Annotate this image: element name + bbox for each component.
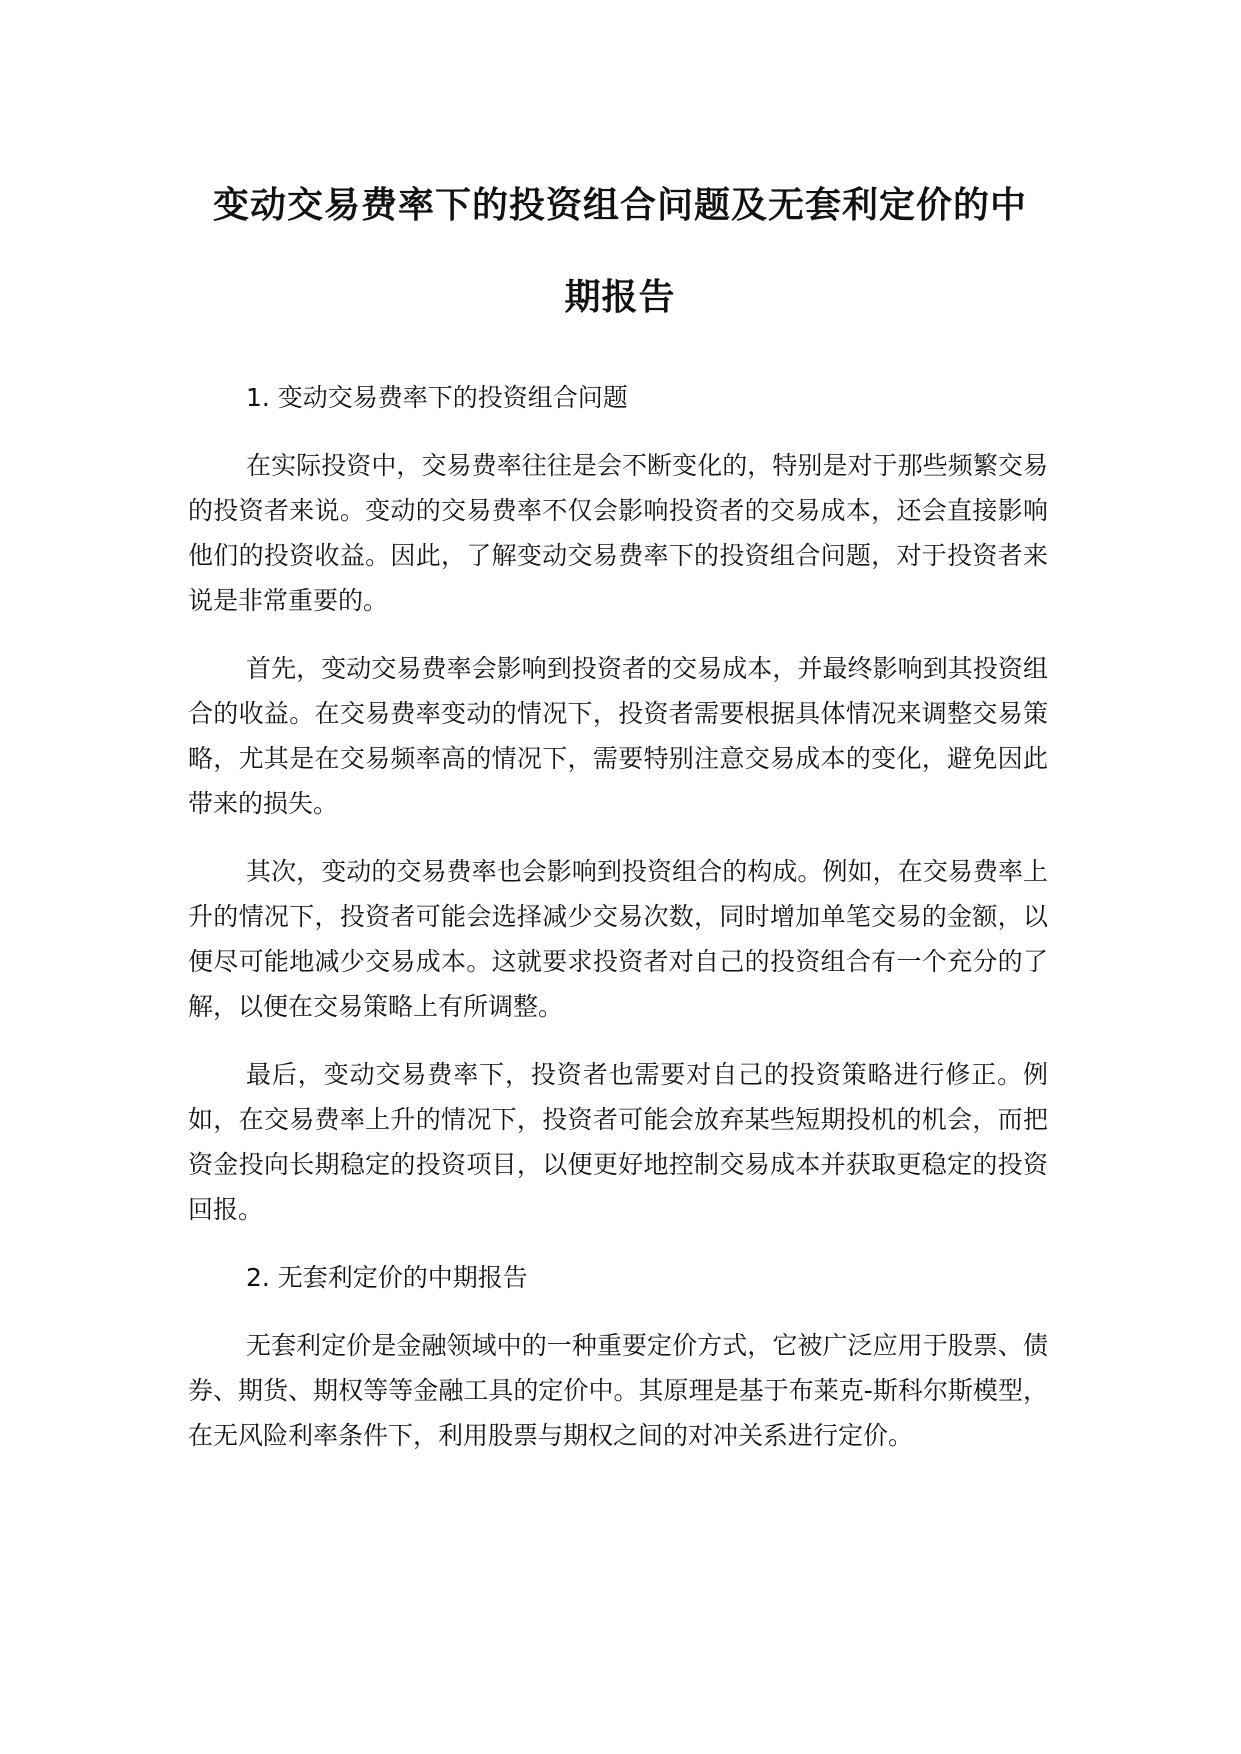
section-1-heading: 1. 变动交易费率下的投资组合问题 (246, 383, 628, 412)
section-2-heading: 2. 无套利定价的中期报告 (246, 1263, 528, 1292)
document-body (188, 375, 1048, 1481)
section-2-paragraph-1: 无套利定价是金融领域中的一种重要定价方式，它被广泛应用于股票、债券、期货、期权等等金融工具的定价中。其原理是基于布莱克-斯科尔斯模型，在无风险利率条件下，利用股票与期权之间的对冲关系进行定价。 (188, 1331, 1048, 1450)
section-1-paragraph-4: 最后，变动交易费率下，投资者也需要对自己的投资策略进行修正。例如，在交易费率上升的情况下，投资者可能会放弃某些短期投机的机会，而把资金投向长期稳定的投资项目，以便更好地控制交易成本并获取更稳定的投资回报。 (188, 1060, 1048, 1224)
section-1-paragraph-2: 首先，变动交易费率会影响到投资者的交易成本，并最终影响到其投资组合的收益。在交易费率变动的情况下，投资者需要根据具体情况来调整交易策略，尤其是在交易频率高的情况下，需要特别注意交易成本的变化，避免因此带来的损失。 (188, 654, 1048, 818)
document-title (150, 160, 1090, 344)
section-1-paragraph-1: 在实际投资中，交易费率往往是会不断变化的，特别是对于那些频繁交易的投资者来说。变动的交易费率不仅会影响投资者的交易成本，还会直接影响他们的投资收益。因此，了解变动交易费率下的投资组合问题，对于投资者来说是非常重要的。 (188, 451, 1048, 615)
section-1-paragraph-3: 其次，变动的交易费率也会影响到投资组合的构成。例如，在交易费率上升的情况下，投资者可能会选择减少交易次数，同时增加单笔交易的金额，以便尽可能地减少交易成本。这就要求投资者对自己的投资组合有一个充分的了解，以便在交易策略上有所调整。 (188, 857, 1048, 1021)
document-title-line-1: 变动交易费率下的投资组合问题及无套利定价的中 (212, 185, 1027, 226)
document-title-line-2: 期报告 (564, 277, 676, 318)
